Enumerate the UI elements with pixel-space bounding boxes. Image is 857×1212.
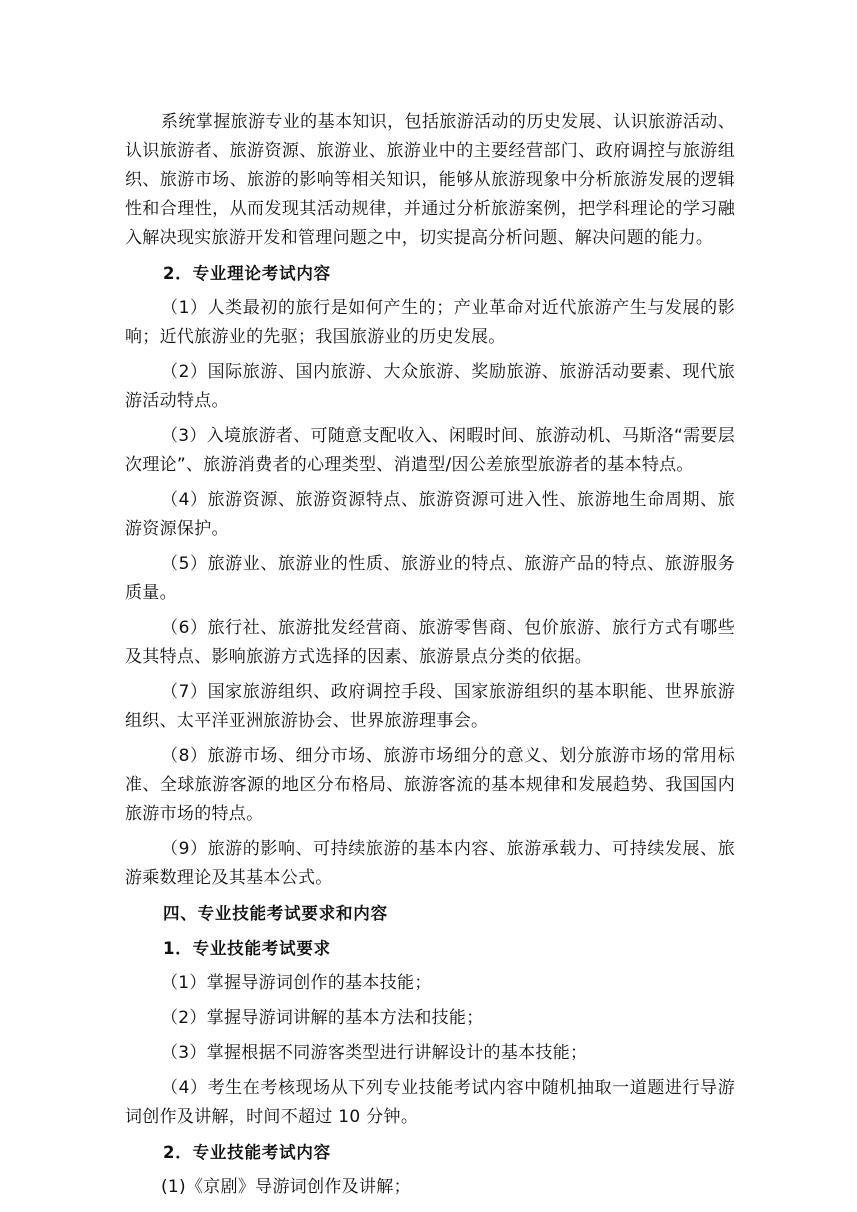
skill-requirement-2: （2）掌握导游词讲解的基本方法和技能； [161,1008,484,1028]
theory-item-2: （2）国际旅游、国内旅游、大众旅游、奖励旅游、旅游活动要素、现代旅游活动特点。 [125,362,735,411]
skill-requirement-3: （3）掌握根据不同游客类型进行讲解设计的基本技能； [161,1043,588,1063]
theory-heading: 2．专业理论考试内容 [163,264,331,283]
theory-item-7: （7）国家旅游组织、政府调控手段、国家旅游组织的基本职能、世界旅游组织、太平洋亚洲旅游协会、世界旅游理事会。 [125,682,735,731]
skill-requirements-heading: 1．专业技能考试要求 [163,939,331,958]
theory-item-8: （8）旅游市场、细分市场、旅游市场细分的意义、划分旅游市场的常用标准、全球旅游客源的地区分布格局、旅游客流的基本规律和发展趋势、我国国内旅游市场的特点。 [125,746,735,824]
theory-item-4: （4）旅游资源、旅游资源特点、旅游资源可进入性、旅游地生命周期、旅游资源保护。 [125,490,735,539]
skill-content-item-1: (1)《京剧》导游词创作及讲解； [161,1177,411,1197]
theory-item-9: （9）旅游的影响、可持续旅游的基本内容、旅游承载力、可持续发展、旅游乘数理论及其基本公式。 [125,839,735,888]
document-body [125,108,735,1208]
skill-requirement-4: （4）考生在考核现场从下列专业技能考试内容中随机抽取一道题进行导游词创作及讲解，时间不超过 10 分钟。 [125,1078,735,1127]
intro-paragraph: 系统掌握旅游专业的基本知识，包括旅游活动的历史发展、认识旅游活动、认识旅游者、旅游资源、旅游业、旅游业中的主要经营部门、政府调控与旅游组织、旅游市场、旅游的影响等相关知识，能够从旅游现象中分析旅游发展的逻辑性和合理性，从而发现其活动规律，并通过分析旅游案例，把学科理论的学习融入解决现实旅游开发和管理问题之中，切实提高分析问题、解决问题的能力。 [125,112,735,248]
section4-heading: 四、专业技能考试要求和内容 [163,904,388,923]
theory-item-1: （1）人类最初的旅行是如何产生的；产业革命对近代旅游产生与发展的影响；近代旅游业的先驱；我国旅游业的历史发展。 [125,298,735,347]
theory-item-6: （6）旅行社、旅游批发经营商、旅游零售商、包价旅游、旅行方式有哪些及其特点、影响旅游方式选择的因素、旅游景点分类的依据。 [125,618,735,667]
skill-content-heading: 2．专业技能考试内容 [163,1143,331,1162]
theory-item-5: （5）旅游业、旅游业的性质、旅游业的特点、旅游产品的特点、旅游服务质量。 [125,554,735,603]
theory-item-3: （3）入境旅游者、可随意支配收入、闲暇时间、旅游动机、马斯洛“需要层次理论”、旅游消费者的心理类型、消遣型/因公差旅型旅游者的基本特点。 [125,426,735,475]
skill-requirement-1: （1）掌握导游词创作的基本技能； [161,973,432,993]
